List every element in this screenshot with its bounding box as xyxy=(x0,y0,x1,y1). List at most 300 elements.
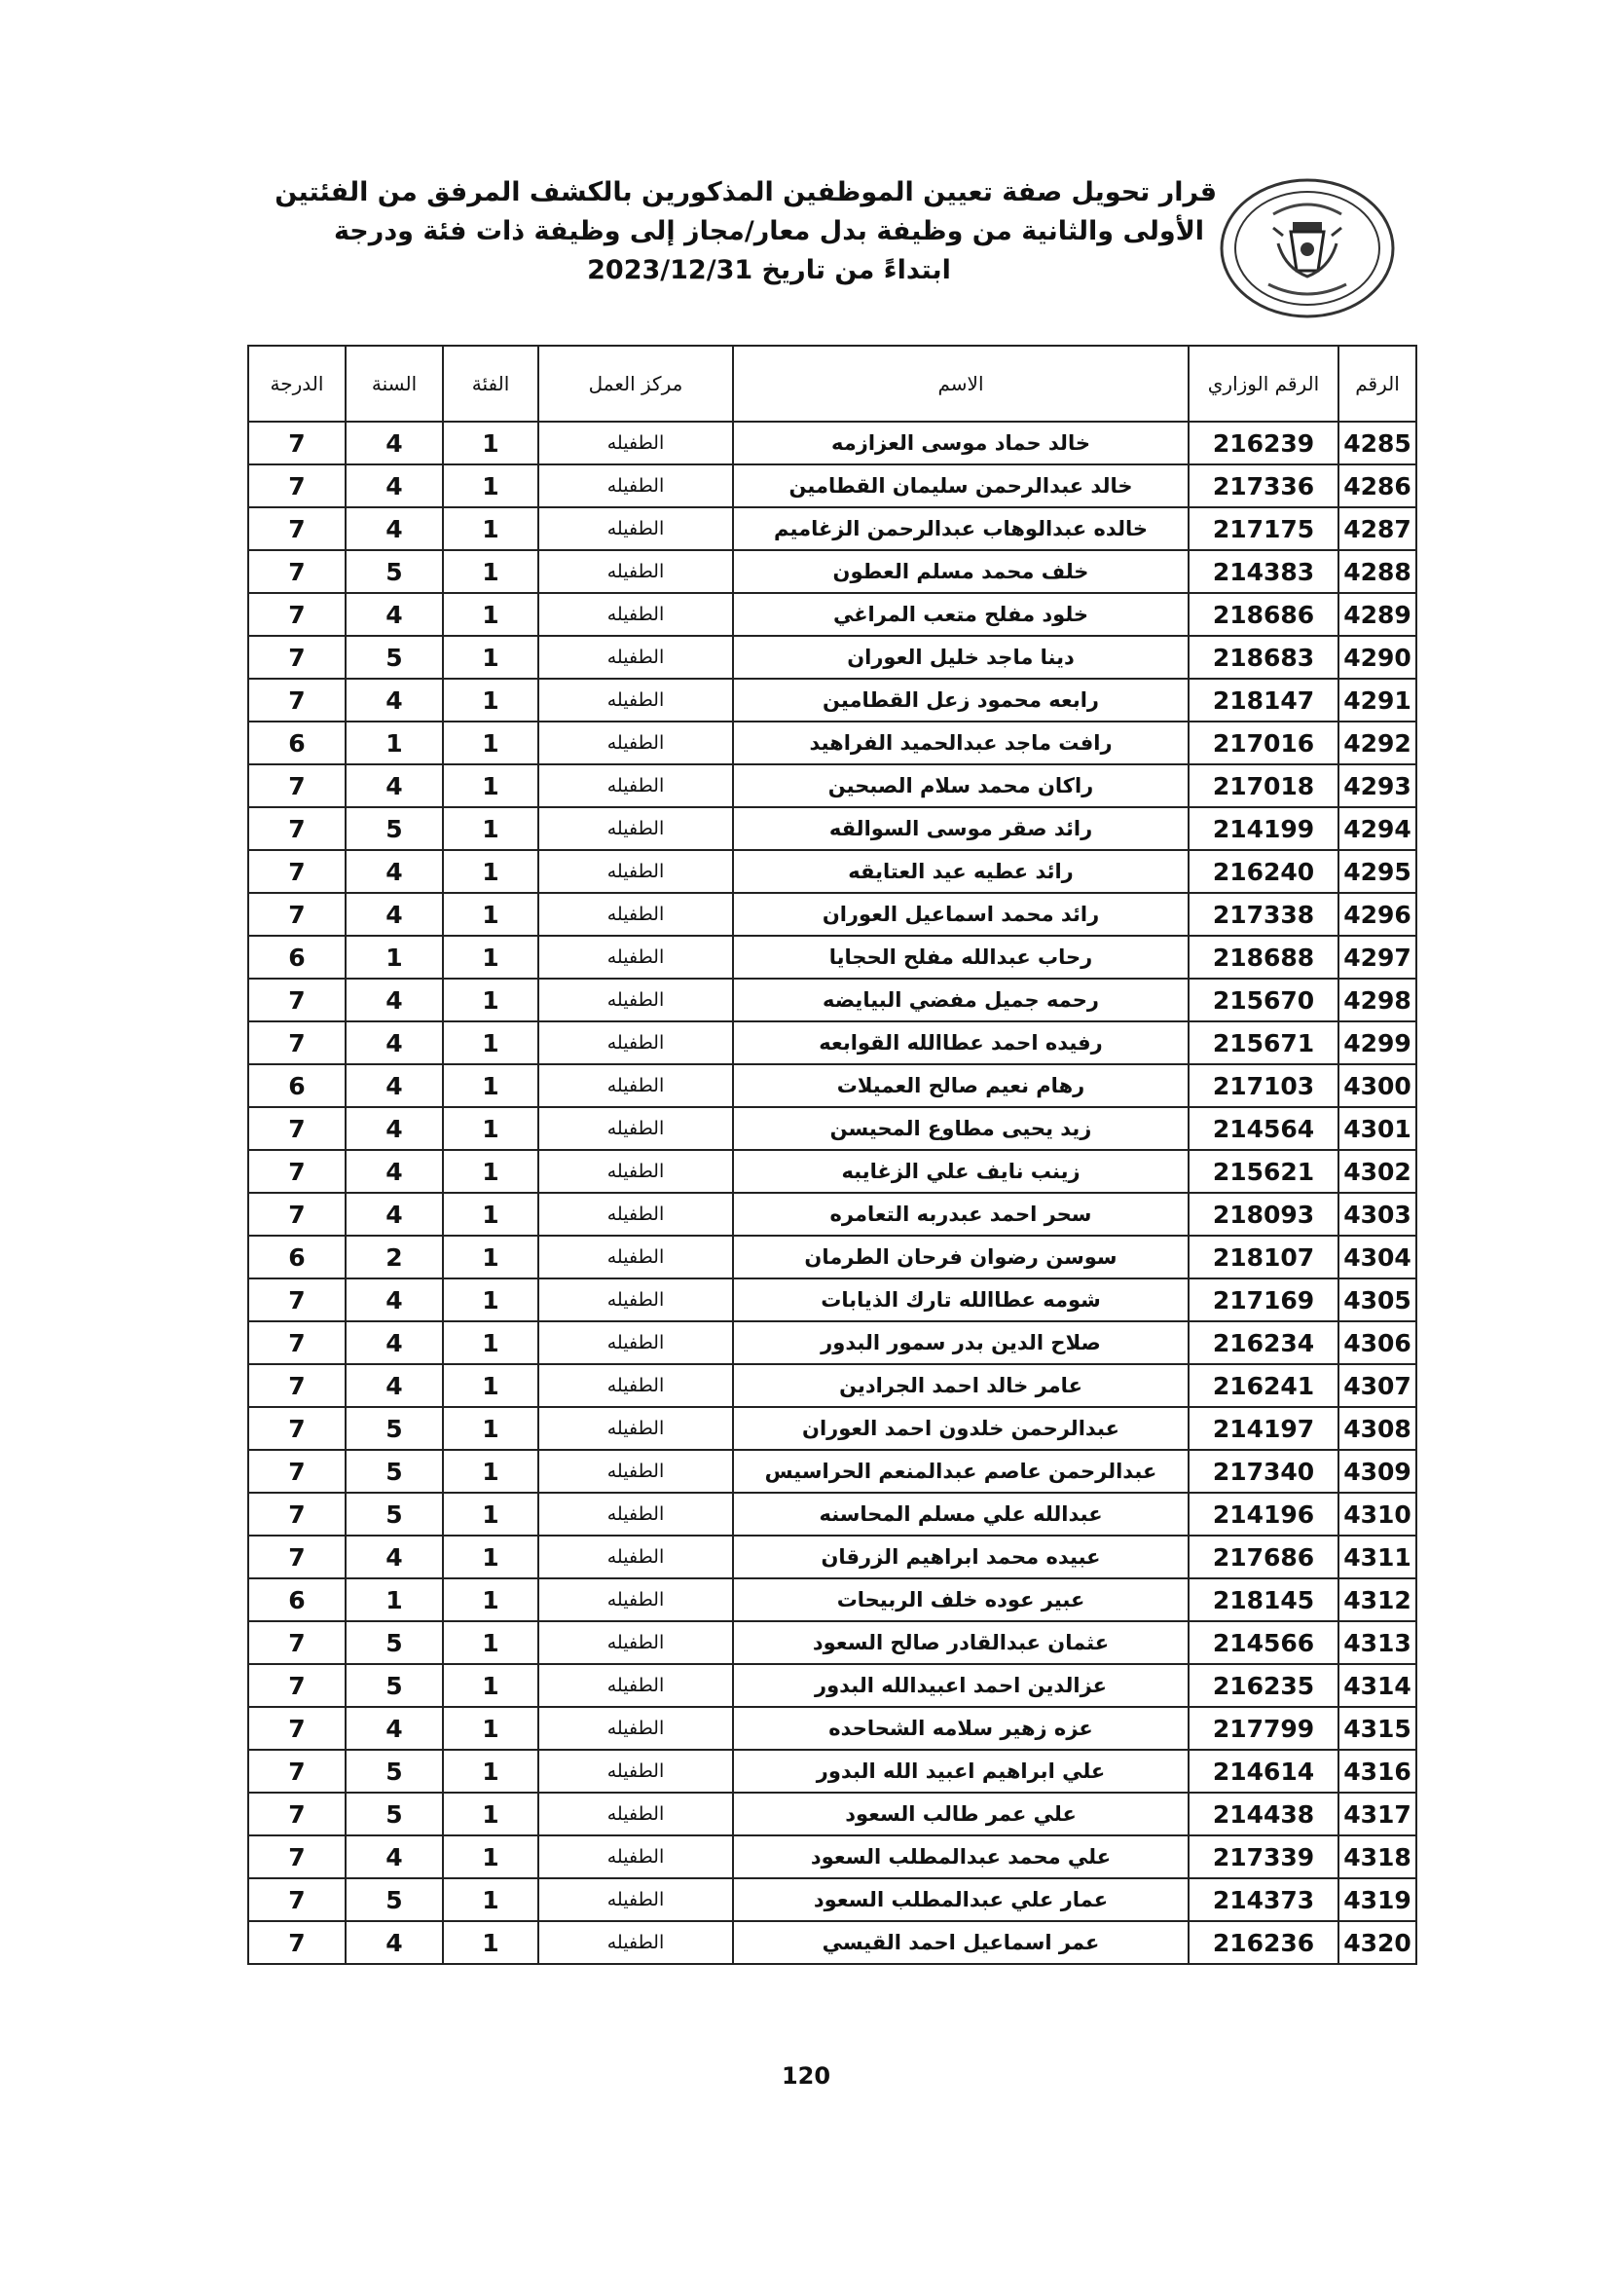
cell-ministry-number: 217338 xyxy=(1189,893,1338,936)
cell-grade: 6 xyxy=(248,1064,346,1107)
heading-line-1: قرار تحويل صفة تعيين الموظفين المذكورين بالكشف المرفق من الفئتين xyxy=(275,177,1217,207)
heading-line-2: الأولى والثانية من وظيفة بدل معار/مجاز إلى وظيفة ذات فئة ودرجة xyxy=(333,216,1205,246)
cell-work-center: الطفيله xyxy=(538,1664,733,1707)
cell-category: 1 xyxy=(443,1707,538,1750)
cell-year: 4 xyxy=(346,764,443,807)
cell-name: شومه عطاالله تارك الذيابات xyxy=(733,1278,1189,1321)
cell-grade: 7 xyxy=(248,1021,346,1064)
cell-category: 1 xyxy=(443,464,538,507)
cell-name: زينب نايف علي الزغايبه xyxy=(733,1150,1189,1193)
cell-work-center: الطفيله xyxy=(538,550,733,593)
cell-number: 4285 xyxy=(1338,422,1416,464)
cell-name: رهام نعيم صالح العميلات xyxy=(733,1064,1189,1107)
cell-ministry-number: 216240 xyxy=(1189,850,1338,893)
table-row xyxy=(248,979,1416,1021)
table-row xyxy=(248,1493,1416,1536)
cell-number: 4318 xyxy=(1338,1835,1416,1878)
cell-number: 4296 xyxy=(1338,893,1416,936)
cell-number: 4316 xyxy=(1338,1750,1416,1793)
header-name: الاسم xyxy=(733,346,1189,422)
table-row xyxy=(248,1793,1416,1835)
cell-number: 4298 xyxy=(1338,979,1416,1021)
cell-ministry-number: 214564 xyxy=(1189,1107,1338,1150)
cell-ministry-number: 218686 xyxy=(1189,593,1338,636)
cell-ministry-number: 218093 xyxy=(1189,1193,1338,1236)
header-year: السنة xyxy=(346,346,443,422)
cell-ministry-number: 214199 xyxy=(1189,807,1338,850)
cell-grade: 7 xyxy=(248,1407,346,1450)
cell-grade: 7 xyxy=(248,507,346,550)
cell-year: 5 xyxy=(346,1793,443,1835)
table-row xyxy=(248,1407,1416,1450)
cell-category: 1 xyxy=(443,1578,538,1621)
page-number: 120 xyxy=(781,2062,831,2090)
cell-ministry-number: 215621 xyxy=(1189,1150,1338,1193)
cell-category: 1 xyxy=(443,1493,538,1536)
cell-grade: 7 xyxy=(248,1878,346,1921)
cell-number: 4314 xyxy=(1338,1664,1416,1707)
table-row xyxy=(248,1150,1416,1193)
cell-category: 1 xyxy=(443,1921,538,1964)
cell-name: رفيده احمد عطاالله القوابعه xyxy=(733,1021,1189,1064)
cell-name: علي عمر طالب السعود xyxy=(733,1793,1189,1835)
table-row xyxy=(248,422,1416,464)
cell-year: 4 xyxy=(346,893,443,936)
cell-category: 1 xyxy=(443,507,538,550)
cell-grade: 7 xyxy=(248,1621,346,1664)
cell-category: 1 xyxy=(443,979,538,1021)
cell-work-center: الطفيله xyxy=(538,1150,733,1193)
cell-grade: 7 xyxy=(248,1536,346,1578)
cell-grade: 7 xyxy=(248,1193,346,1236)
cell-work-center: الطفيله xyxy=(538,764,733,807)
table-row xyxy=(248,464,1416,507)
table-row xyxy=(248,507,1416,550)
cell-category: 1 xyxy=(443,1321,538,1364)
table-row xyxy=(248,1321,1416,1364)
cell-category: 1 xyxy=(443,1536,538,1578)
cell-year: 5 xyxy=(346,1750,443,1793)
cell-year: 5 xyxy=(346,636,443,679)
cell-number: 4286 xyxy=(1338,464,1416,507)
cell-grade: 7 xyxy=(248,1364,346,1407)
cell-number: 4313 xyxy=(1338,1621,1416,1664)
table-row xyxy=(248,722,1416,764)
table-row xyxy=(248,636,1416,679)
cell-name: عامر خالد احمد الجرادين xyxy=(733,1364,1189,1407)
cell-grade: 6 xyxy=(248,722,346,764)
cell-ministry-number: 217103 xyxy=(1189,1064,1338,1107)
header-grade: الدرجة xyxy=(248,346,346,422)
cell-year: 4 xyxy=(346,422,443,464)
cell-work-center: الطفيله xyxy=(538,1407,733,1450)
table-row xyxy=(248,1664,1416,1707)
cell-year: 5 xyxy=(346,1450,443,1493)
cell-name: رافت ماجد عبدالحميد الفراهيد xyxy=(733,722,1189,764)
cell-work-center: الطفيله xyxy=(538,1064,733,1107)
cell-ministry-number: 217799 xyxy=(1189,1707,1338,1750)
cell-ministry-number: 216239 xyxy=(1189,422,1338,464)
cell-grade: 6 xyxy=(248,936,346,979)
cell-year: 4 xyxy=(346,979,443,1021)
cell-number: 4288 xyxy=(1338,550,1416,593)
employees-table-wrapper xyxy=(247,345,1415,1965)
cell-grade: 7 xyxy=(248,1107,346,1150)
table-row xyxy=(248,1236,1416,1278)
cell-ministry-number: 218145 xyxy=(1189,1578,1338,1621)
cell-number: 4317 xyxy=(1338,1793,1416,1835)
cell-grade: 7 xyxy=(248,1278,346,1321)
cell-year: 5 xyxy=(346,550,443,593)
table-row xyxy=(248,1021,1416,1064)
cell-ministry-number: 214196 xyxy=(1189,1493,1338,1536)
cell-number: 4302 xyxy=(1338,1150,1416,1193)
cell-work-center: الطفيله xyxy=(538,1793,733,1835)
cell-name: دينا ماجد خليل العوران xyxy=(733,636,1189,679)
cell-work-center: الطفيله xyxy=(538,1236,733,1278)
cell-name: عمار علي عبدالمطلب السعود xyxy=(733,1878,1189,1921)
cell-name: سوسن رضوان فرحان الطرمان xyxy=(733,1236,1189,1278)
cell-grade: 7 xyxy=(248,636,346,679)
cell-name: علي ابراهيم اعبيد الله البدور xyxy=(733,1750,1189,1793)
cell-number: 4311 xyxy=(1338,1536,1416,1578)
cell-name: خالده عبدالوهاب عبدالرحمن الزغاميم xyxy=(733,507,1189,550)
cell-ministry-number: 216234 xyxy=(1189,1321,1338,1364)
cell-ministry-number: 214614 xyxy=(1189,1750,1338,1793)
cell-grade: 7 xyxy=(248,1750,346,1793)
cell-category: 1 xyxy=(443,1750,538,1793)
cell-number: 4294 xyxy=(1338,807,1416,850)
cell-work-center: الطفيله xyxy=(538,1835,733,1878)
cell-ministry-number: 218688 xyxy=(1189,936,1338,979)
table-row xyxy=(248,1921,1416,1964)
cell-work-center: الطفيله xyxy=(538,1493,733,1536)
header-ministry-number: الرقم الوزاري xyxy=(1189,346,1338,422)
cell-name: راكان محمد سلام الصبحين xyxy=(733,764,1189,807)
table-row xyxy=(248,1064,1416,1107)
cell-work-center: الطفيله xyxy=(538,1321,733,1364)
cell-category: 1 xyxy=(443,1021,538,1064)
cell-ministry-number: 217169 xyxy=(1189,1278,1338,1321)
table-row xyxy=(248,1750,1416,1793)
cell-work-center: الطفيله xyxy=(538,1621,733,1664)
cell-ministry-number: 218147 xyxy=(1189,679,1338,722)
cell-grade: 7 xyxy=(248,1707,346,1750)
cell-year: 5 xyxy=(346,1621,443,1664)
cell-work-center: الطفيله xyxy=(538,1536,733,1578)
cell-year: 4 xyxy=(346,850,443,893)
cell-ministry-number: 214566 xyxy=(1189,1621,1338,1664)
cell-number: 4319 xyxy=(1338,1878,1416,1921)
cell-category: 1 xyxy=(443,1364,538,1407)
cell-grade: 7 xyxy=(248,1493,346,1536)
cell-category: 1 xyxy=(443,807,538,850)
table-row xyxy=(248,1835,1416,1878)
cell-grade: 7 xyxy=(248,1150,346,1193)
cell-grade: 6 xyxy=(248,1236,346,1278)
cell-category: 1 xyxy=(443,1064,538,1107)
cell-number: 4295 xyxy=(1338,850,1416,893)
cell-number: 4315 xyxy=(1338,1707,1416,1750)
cell-year: 5 xyxy=(346,807,443,850)
table-row xyxy=(248,764,1416,807)
cell-number: 4312 xyxy=(1338,1578,1416,1621)
table-row xyxy=(248,893,1416,936)
cell-number: 4287 xyxy=(1338,507,1416,550)
cell-year: 4 xyxy=(346,464,443,507)
cell-category: 1 xyxy=(443,1621,538,1664)
cell-ministry-number: 215671 xyxy=(1189,1021,1338,1064)
cell-name: رائد صقر موسى السوالقه xyxy=(733,807,1189,850)
employees-table xyxy=(247,345,1417,1965)
cell-name: عبدالرحمن خلدون احمد العوران xyxy=(733,1407,1189,1450)
cell-number: 4293 xyxy=(1338,764,1416,807)
cell-work-center: الطفيله xyxy=(538,936,733,979)
cell-number: 4290 xyxy=(1338,636,1416,679)
cell-name: خلف محمد مسلم العطون xyxy=(733,550,1189,593)
cell-category: 1 xyxy=(443,679,538,722)
cell-grade: 7 xyxy=(248,893,346,936)
cell-grade: 7 xyxy=(248,464,346,507)
cell-category: 1 xyxy=(443,893,538,936)
header-work-center: مركز العمل xyxy=(538,346,733,422)
cell-category: 1 xyxy=(443,550,538,593)
cell-year: 4 xyxy=(346,1150,443,1193)
cell-year: 4 xyxy=(346,1278,443,1321)
cell-number: 4291 xyxy=(1338,679,1416,722)
cell-year: 4 xyxy=(346,1536,443,1578)
cell-category: 1 xyxy=(443,1150,538,1193)
cell-name: عبيده محمد ابراهيم الزرقان xyxy=(733,1536,1189,1578)
cell-name: سحر احمد عبدربه التعامره xyxy=(733,1193,1189,1236)
cell-category: 1 xyxy=(443,422,538,464)
cell-name: رائد محمد اسماعيل العوران xyxy=(733,893,1189,936)
cell-ministry-number: 218683 xyxy=(1189,636,1338,679)
cell-name: خالد عبدالرحمن سليمان القطامين xyxy=(733,464,1189,507)
cell-year: 4 xyxy=(346,1364,443,1407)
cell-ministry-number: 214383 xyxy=(1189,550,1338,593)
cell-number: 4308 xyxy=(1338,1407,1416,1450)
cell-year: 4 xyxy=(346,1707,443,1750)
table-row xyxy=(248,1621,1416,1664)
cell-name: عبدالله علي مسلم المحاسنه xyxy=(733,1493,1189,1536)
cell-work-center: الطفيله xyxy=(538,1107,733,1150)
cell-work-center: الطفيله xyxy=(538,593,733,636)
cell-name: رحمه جميل مفضي البيايضه xyxy=(733,979,1189,1021)
cell-category: 1 xyxy=(443,1835,538,1878)
cell-category: 1 xyxy=(443,1878,538,1921)
cell-number: 4297 xyxy=(1338,936,1416,979)
cell-work-center: الطفيله xyxy=(538,1193,733,1236)
table-row xyxy=(248,1878,1416,1921)
cell-year: 5 xyxy=(346,1878,443,1921)
cell-year: 1 xyxy=(346,1578,443,1621)
cell-ministry-number: 217686 xyxy=(1189,1536,1338,1578)
cell-ministry-number: 217175 xyxy=(1189,507,1338,550)
cell-work-center: الطفيله xyxy=(538,850,733,893)
ministry-crest-seal-icon xyxy=(1215,175,1400,321)
cell-year: 4 xyxy=(346,679,443,722)
cell-year: 4 xyxy=(346,1193,443,1236)
table-body xyxy=(248,422,1416,1964)
cell-category: 1 xyxy=(443,1278,538,1321)
cell-grade: 7 xyxy=(248,850,346,893)
cell-ministry-number: 214197 xyxy=(1189,1407,1338,1450)
table-row xyxy=(248,1107,1416,1150)
cell-grade: 6 xyxy=(248,1578,346,1621)
table-row xyxy=(248,1578,1416,1621)
cell-work-center: الطفيله xyxy=(538,722,733,764)
cell-grade: 7 xyxy=(248,422,346,464)
cell-category: 1 xyxy=(443,1107,538,1150)
cell-work-center: الطفيله xyxy=(538,1578,733,1621)
cell-grade: 7 xyxy=(248,1793,346,1835)
cell-year: 5 xyxy=(346,1493,443,1536)
cell-category: 1 xyxy=(443,636,538,679)
cell-year: 4 xyxy=(346,1021,443,1064)
table-row xyxy=(248,1536,1416,1578)
cell-ministry-number: 217339 xyxy=(1189,1835,1338,1878)
table-header-row xyxy=(248,346,1416,422)
table-row xyxy=(248,1278,1416,1321)
cell-work-center: الطفيله xyxy=(538,422,733,464)
cell-grade: 7 xyxy=(248,979,346,1021)
cell-ministry-number: 216236 xyxy=(1189,1921,1338,1964)
cell-number: 4292 xyxy=(1338,722,1416,764)
cell-work-center: الطفيله xyxy=(538,1364,733,1407)
cell-number: 4307 xyxy=(1338,1364,1416,1407)
cell-year: 4 xyxy=(346,1321,443,1364)
cell-name: رابعه محمود زعل القطامين xyxy=(733,679,1189,722)
cell-grade: 7 xyxy=(248,807,346,850)
cell-number: 4305 xyxy=(1338,1278,1416,1321)
cell-work-center: الطفيله xyxy=(538,507,733,550)
cell-year: 4 xyxy=(346,1921,443,1964)
cell-year: 5 xyxy=(346,1664,443,1707)
cell-name: عبير عوده خلف الربيحات xyxy=(733,1578,1189,1621)
cell-year: 4 xyxy=(346,1064,443,1107)
header-category: الفئة xyxy=(443,346,538,422)
cell-name: خلود مفلح متعب المراغي xyxy=(733,593,1189,636)
cell-grade: 7 xyxy=(248,550,346,593)
cell-name: زيد يحيى مطاوع المحيسن xyxy=(733,1107,1189,1150)
cell-ministry-number: 214438 xyxy=(1189,1793,1338,1835)
cell-work-center: الطفيله xyxy=(538,807,733,850)
cell-name: خالد حماد موسى العزازمه xyxy=(733,422,1189,464)
cell-category: 1 xyxy=(443,936,538,979)
cell-number: 4289 xyxy=(1338,593,1416,636)
cell-ministry-number: 217336 xyxy=(1189,464,1338,507)
cell-work-center: الطفيله xyxy=(538,1450,733,1493)
header-number: الرقم xyxy=(1338,346,1416,422)
cell-number: 4306 xyxy=(1338,1321,1416,1364)
cell-category: 1 xyxy=(443,1450,538,1493)
cell-number: 4303 xyxy=(1338,1193,1416,1236)
cell-grade: 7 xyxy=(248,593,346,636)
cell-category: 1 xyxy=(443,1407,538,1450)
cell-number: 4309 xyxy=(1338,1450,1416,1493)
table-row xyxy=(248,936,1416,979)
cell-number: 4301 xyxy=(1338,1107,1416,1150)
cell-name: عمر اسماعيل احمد القيسي xyxy=(733,1921,1189,1964)
cell-year: 1 xyxy=(346,722,443,764)
cell-work-center: الطفيله xyxy=(538,979,733,1021)
cell-year: 4 xyxy=(346,507,443,550)
table-row xyxy=(248,593,1416,636)
cell-year: 4 xyxy=(346,593,443,636)
table-row xyxy=(248,550,1416,593)
cell-category: 1 xyxy=(443,764,538,807)
cell-year: 2 xyxy=(346,1236,443,1278)
cell-ministry-number: 215670 xyxy=(1189,979,1338,1021)
table-row xyxy=(248,807,1416,850)
cell-name: رائد عطيه عيد العتايقه xyxy=(733,850,1189,893)
cell-name: عزه زهير سلامه الشحاحده xyxy=(733,1707,1189,1750)
cell-number: 4320 xyxy=(1338,1921,1416,1964)
cell-work-center: الطفيله xyxy=(538,636,733,679)
cell-grade: 7 xyxy=(248,764,346,807)
cell-grade: 7 xyxy=(248,1450,346,1493)
cell-name: علي محمد عبدالمطلب السعود xyxy=(733,1835,1189,1878)
table-row xyxy=(248,850,1416,893)
table-row xyxy=(248,1450,1416,1493)
cell-year: 5 xyxy=(346,1407,443,1450)
cell-name: صلاح الدين بدر سمور البدور xyxy=(733,1321,1189,1364)
cell-work-center: الطفيله xyxy=(538,1707,733,1750)
cell-ministry-number: 216241 xyxy=(1189,1364,1338,1407)
cell-work-center: الطفيله xyxy=(538,1878,733,1921)
cell-grade: 7 xyxy=(248,1921,346,1964)
cell-year: 4 xyxy=(346,1835,443,1878)
table-row xyxy=(248,1707,1416,1750)
cell-grade: 7 xyxy=(248,1835,346,1878)
table-row xyxy=(248,1193,1416,1236)
cell-ministry-number: 217340 xyxy=(1189,1450,1338,1493)
cell-category: 1 xyxy=(443,1236,538,1278)
cell-ministry-number: 217016 xyxy=(1189,722,1338,764)
table-row xyxy=(248,679,1416,722)
cell-ministry-number: 214373 xyxy=(1189,1878,1338,1921)
cell-number: 4300 xyxy=(1338,1064,1416,1107)
cell-work-center: الطفيله xyxy=(538,679,733,722)
cell-work-center: الطفيله xyxy=(538,464,733,507)
cell-grade: 7 xyxy=(248,1664,346,1707)
cell-work-center: الطفيله xyxy=(538,1021,733,1064)
cell-category: 1 xyxy=(443,1193,538,1236)
cell-ministry-number: 216235 xyxy=(1189,1664,1338,1707)
cell-name: رحاب عبدالله مفلح الحجايا xyxy=(733,936,1189,979)
cell-name: عبدالرحمن عاصم عبدالمنعم الحراسيس xyxy=(733,1450,1189,1493)
cell-grade: 7 xyxy=(248,679,346,722)
document-heading xyxy=(275,173,1217,290)
cell-year: 1 xyxy=(346,936,443,979)
cell-ministry-number: 218107 xyxy=(1189,1236,1338,1278)
cell-work-center: الطفيله xyxy=(538,1278,733,1321)
cell-category: 1 xyxy=(443,593,538,636)
cell-ministry-number: 217018 xyxy=(1189,764,1338,807)
cell-work-center: الطفيله xyxy=(538,1921,733,1964)
cell-year: 4 xyxy=(346,1107,443,1150)
cell-work-center: الطفيله xyxy=(538,1750,733,1793)
cell-number: 4310 xyxy=(1338,1493,1416,1536)
cell-name: عثمان عبدالقادر صالح السعود xyxy=(733,1621,1189,1664)
cell-category: 1 xyxy=(443,1793,538,1835)
cell-category: 1 xyxy=(443,722,538,764)
cell-grade: 7 xyxy=(248,1321,346,1364)
cell-category: 1 xyxy=(443,850,538,893)
cell-number: 4299 xyxy=(1338,1021,1416,1064)
cell-name: عزالدين احمد اعبيدالله البدور xyxy=(733,1664,1189,1707)
